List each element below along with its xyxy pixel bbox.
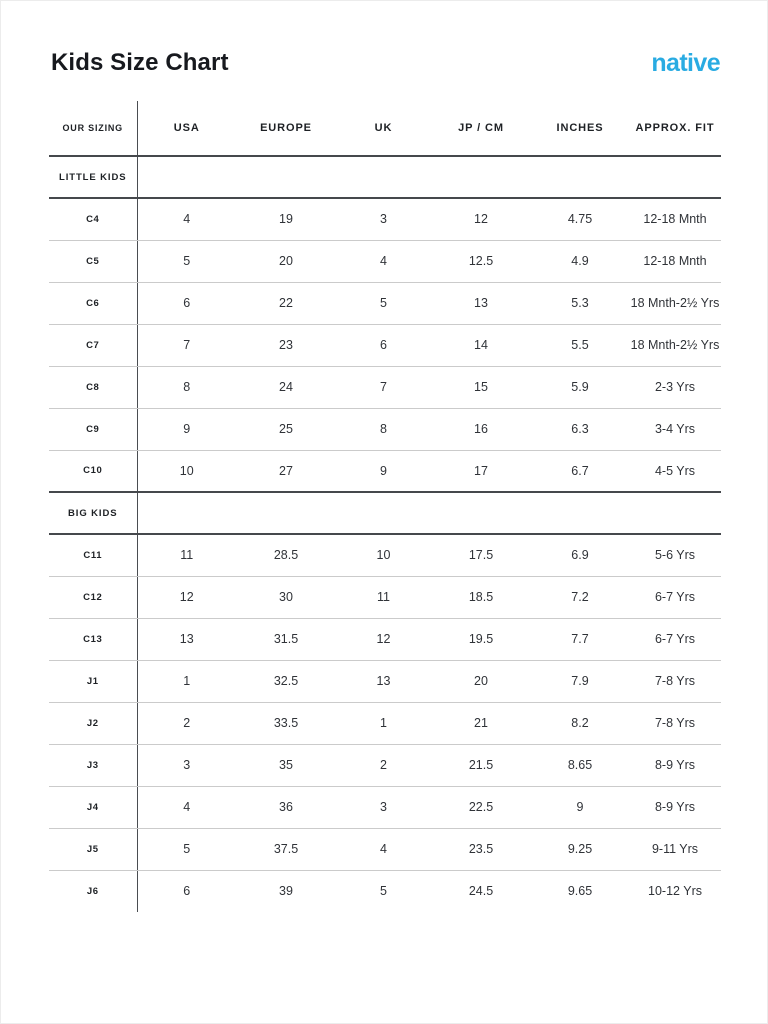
size-value-approx-fit: 18 Mnth-2½ Yrs (629, 282, 721, 324)
size-value-europe: 20 (236, 240, 336, 282)
size-code: J6 (49, 870, 137, 912)
size-value-inches: 9 (531, 786, 629, 828)
size-value-jp-cm: 22.5 (431, 786, 531, 828)
table-row (49, 576, 721, 618)
size-value-uk: 1 (336, 702, 431, 744)
size-value-inches: 7.2 (531, 576, 629, 618)
size-value-jp-cm: 17 (431, 450, 531, 492)
section-label: BIG KIDS (49, 492, 137, 534)
table-row (49, 282, 721, 324)
size-value-inches: 6.7 (531, 450, 629, 492)
size-value-uk: 8 (336, 408, 431, 450)
size-value-uk: 13 (336, 660, 431, 702)
section-label: LITTLE KIDS (49, 156, 137, 198)
size-code: C9 (49, 408, 137, 450)
size-value-uk: 9 (336, 450, 431, 492)
size-value-jp-cm: 20 (431, 660, 531, 702)
table-header-row (49, 101, 721, 156)
size-code: J4 (49, 786, 137, 828)
size-value-usa: 6 (183, 884, 191, 899)
column-header-jp-cm: JP / CM (458, 122, 504, 134)
size-value-usa: 10 (137, 450, 236, 492)
size-value-jp-cm: 18.5 (431, 576, 531, 618)
column-header-europe: EUROPE (260, 122, 312, 134)
size-value-jp-cm: 12 (431, 198, 531, 240)
table-row (49, 828, 721, 870)
size-value-europe: 32.5 (236, 660, 336, 702)
table-row (49, 534, 721, 576)
size-code: C5 (49, 240, 137, 282)
size-value-europe: 22 (236, 282, 336, 324)
section-row (49, 492, 721, 534)
size-value-europe: 24 (236, 366, 336, 408)
size-value-approx-fit: 12-18 Mnth (629, 198, 721, 240)
size-value-uk: 7 (336, 366, 431, 408)
size-code: J5 (49, 828, 137, 870)
size-table-body (49, 156, 721, 912)
size-value-uk: 4 (336, 828, 431, 870)
size-code: C11 (49, 534, 137, 576)
size-value-inches: 7.9 (531, 660, 629, 702)
size-value-jp-cm: 24.5 (468, 884, 494, 899)
size-value-jp-cm: 14 (431, 324, 531, 366)
table-row (49, 744, 721, 786)
size-value-europe: 31.5 (236, 618, 336, 660)
size-value-usa: 2 (137, 702, 236, 744)
size-value-inches: 8.65 (531, 744, 629, 786)
size-value-usa: 5 (137, 240, 236, 282)
column-header-uk: UK (374, 122, 393, 134)
size-value-usa: 13 (137, 618, 236, 660)
size-value-usa: 4 (137, 198, 236, 240)
page-header (1, 1, 767, 78)
section-spacer (137, 492, 721, 534)
size-value-uk: 4 (336, 240, 431, 282)
table-row (49, 786, 721, 828)
size-value-uk: 6 (336, 324, 431, 366)
size-value-europe: 37.5 (236, 828, 336, 870)
size-value-europe: 28.5 (236, 534, 336, 576)
size-value-uk: 12 (336, 618, 431, 660)
size-value-jp-cm: 15 (431, 366, 531, 408)
size-chart-table (49, 101, 721, 912)
table-row (49, 324, 721, 366)
size-value-europe: 35 (236, 744, 336, 786)
size-value-jp-cm: 16 (431, 408, 531, 450)
size-value-approx-fit: 8-9 Yrs (629, 744, 721, 786)
size-value-inches: 5.5 (531, 324, 629, 366)
size-value-usa: 9 (137, 408, 236, 450)
size-value-europe: 23 (236, 324, 336, 366)
size-value-usa: 1 (137, 660, 236, 702)
size-value-approx-fit: 5-6 Yrs (629, 534, 721, 576)
size-code: C10 (49, 450, 137, 492)
size-value-inches: 8.2 (531, 702, 629, 744)
size-value-usa: 6 (137, 282, 236, 324)
table-row (49, 198, 721, 240)
section-spacer (137, 156, 721, 198)
size-value-usa: 12 (137, 576, 236, 618)
size-value-inches: 9.65 (567, 884, 593, 899)
size-value-inches: 7.7 (531, 618, 629, 660)
size-value-jp-cm: 21 (431, 702, 531, 744)
size-value-uk: 2 (336, 744, 431, 786)
size-value-europe: 39 (279, 884, 293, 899)
size-code: C7 (49, 324, 137, 366)
size-value-jp-cm: 12.5 (431, 240, 531, 282)
size-value-usa: 5 (137, 828, 236, 870)
size-code: J3 (49, 744, 137, 786)
size-value-jp-cm: 19.5 (431, 618, 531, 660)
size-value-approx-fit: 18 Mnth-2½ Yrs (629, 324, 721, 366)
page-title: Kids Size Chart (51, 49, 229, 76)
column-header-approx-fit: APPROX. FIT (635, 122, 715, 134)
table-row (49, 450, 721, 492)
size-value-inches: 6.3 (531, 408, 629, 450)
size-value-inches: 4.9 (531, 240, 629, 282)
size-value-uk: 5 (380, 884, 387, 899)
size-value-jp-cm: 17.5 (431, 534, 531, 576)
table-row (49, 618, 721, 660)
size-value-uk: 3 (336, 786, 431, 828)
column-header-our-sizing: OUR SIZING (49, 101, 137, 156)
size-value-approx-fit: 7-8 Yrs (629, 660, 721, 702)
size-value-usa: 4 (137, 786, 236, 828)
size-code: J2 (49, 702, 137, 744)
size-value-europe: 36 (236, 786, 336, 828)
size-value-approx-fit: 9-11 Yrs (629, 828, 721, 870)
size-value-uk: 3 (336, 198, 431, 240)
table-header (49, 101, 721, 156)
column-header-usa: USA (173, 122, 200, 134)
size-value-approx-fit: 10-12 Yrs (648, 884, 702, 899)
size-value-jp-cm: 21.5 (431, 744, 531, 786)
table-row (49, 366, 721, 408)
size-value-europe: 30 (236, 576, 336, 618)
size-value-uk: 5 (336, 282, 431, 324)
size-value-approx-fit: 2-3 Yrs (629, 366, 721, 408)
size-code: C12 (49, 576, 137, 618)
size-value-approx-fit: 8-9 Yrs (629, 786, 721, 828)
table-row (49, 408, 721, 450)
size-value-uk: 10 (336, 534, 431, 576)
size-value-approx-fit: 4-5 Yrs (629, 450, 721, 492)
size-code: C6 (49, 282, 137, 324)
size-value-approx-fit: 7-8 Yrs (629, 702, 721, 744)
size-value-usa: 11 (137, 534, 236, 576)
size-value-inches: 6.9 (531, 534, 629, 576)
section-row (49, 156, 721, 198)
native-brand-logo: native (651, 49, 720, 77)
size-value-inches: 5.3 (531, 282, 629, 324)
size-value-europe: 27 (236, 450, 336, 492)
table-row (49, 702, 721, 744)
size-value-europe: 19 (236, 198, 336, 240)
size-value-europe: 33.5 (236, 702, 336, 744)
size-value-jp-cm: 13 (431, 282, 531, 324)
size-value-usa: 3 (137, 744, 236, 786)
size-value-jp-cm: 23.5 (431, 828, 531, 870)
size-value-inches: 9.25 (531, 828, 629, 870)
size-code: C8 (49, 366, 137, 408)
size-value-usa: 8 (137, 366, 236, 408)
size-value-approx-fit: 6-7 Yrs (629, 618, 721, 660)
size-code: J1 (49, 660, 137, 702)
size-value-inches: 5.9 (531, 366, 629, 408)
size-value-approx-fit: 6-7 Yrs (629, 576, 721, 618)
size-value-usa: 7 (137, 324, 236, 366)
table-row (49, 870, 721, 912)
size-value-inches: 4.75 (531, 198, 629, 240)
size-value-approx-fit: 12-18 Mnth (629, 240, 721, 282)
column-header-inches: INCHES (556, 122, 604, 134)
size-value-approx-fit: 3-4 Yrs (629, 408, 721, 450)
table-row (49, 240, 721, 282)
size-value-uk: 11 (336, 576, 431, 618)
size-code: C13 (49, 618, 137, 660)
size-value-europe: 25 (236, 408, 336, 450)
table-row (49, 660, 721, 702)
size-code: C4 (49, 198, 137, 240)
